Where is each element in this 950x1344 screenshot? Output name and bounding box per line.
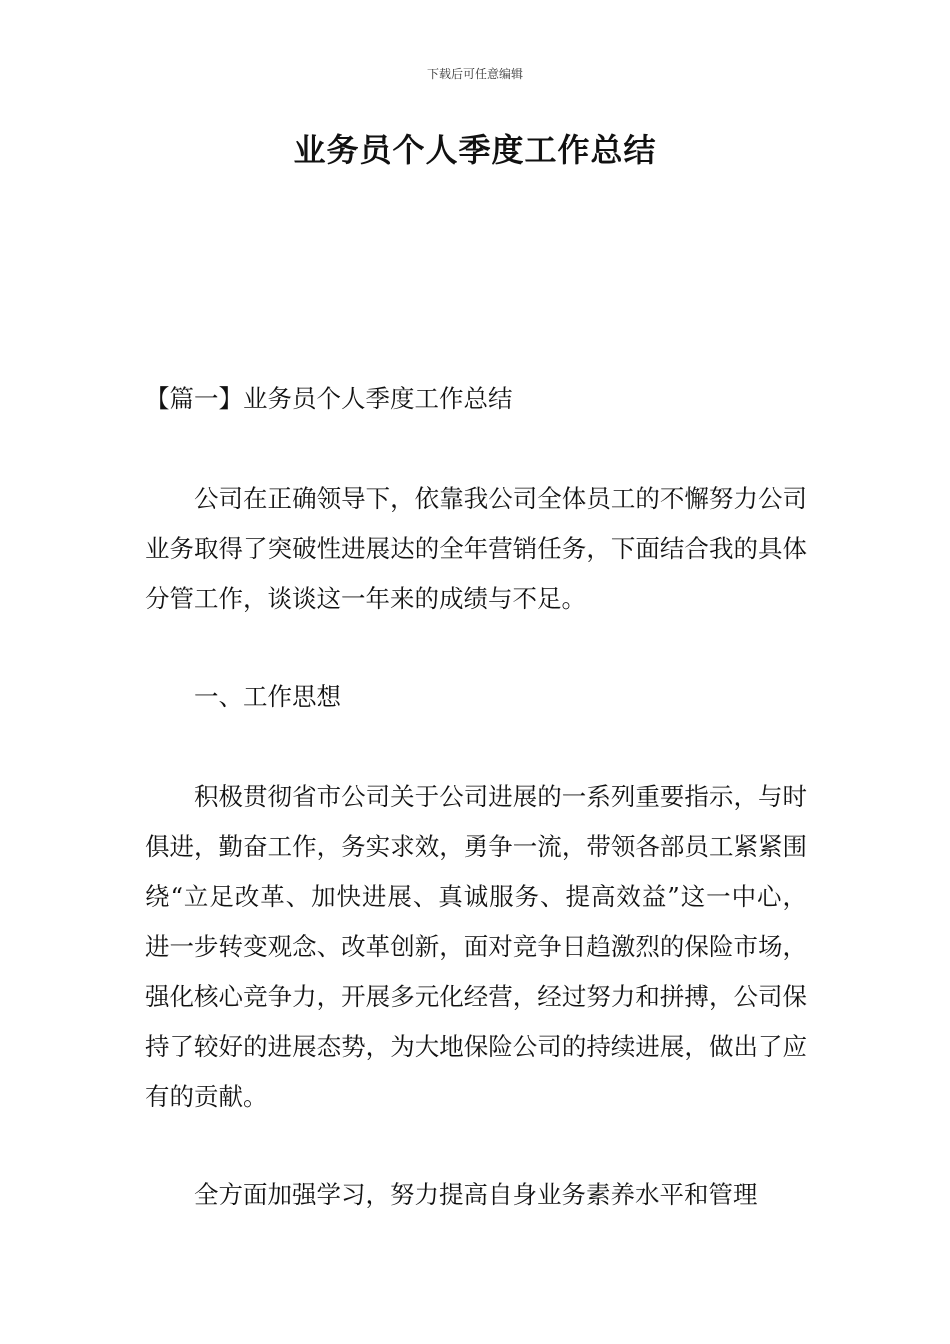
header-note: 下载后可任意编辑	[426, 67, 523, 81]
section-heading-work-thought: 一、工作思想	[194, 682, 341, 711]
section-subtitle: 【篇一】业务员个人季度工作总结	[145, 384, 513, 413]
paragraph-study: 全方面加强学习，努力提高自身业务素养水平和管理	[194, 1180, 758, 1209]
document-title: 业务员个人季度工作总结	[293, 131, 657, 169]
paragraph-work-thought: 积极贯彻省市公司关于公司进展的一系列重要指示，与时俱进，勤奋工作，务实求效，勇争一流，带领各部员工紧紧围绕“立足改革、加快进展、真诚服务、提高效益”这一中心，进一步转变观念、改革创新，面对竞争日趋激烈的保险市场，强化核心竞争力，开展多元化经营，经过努力和拼搏，公司保持了较好的进展态势，为大地保险公司的持续进展，做出了应有的贡献。	[145, 782, 807, 1111]
paragraph-intro: 公司在正确领导下，依靠我公司全体员工的不懈努力公司业务取得了突破性进展达的全年营销任务，下面结合我的具体分管工作，谈谈这一年来的成绩与不足。	[145, 484, 807, 613]
